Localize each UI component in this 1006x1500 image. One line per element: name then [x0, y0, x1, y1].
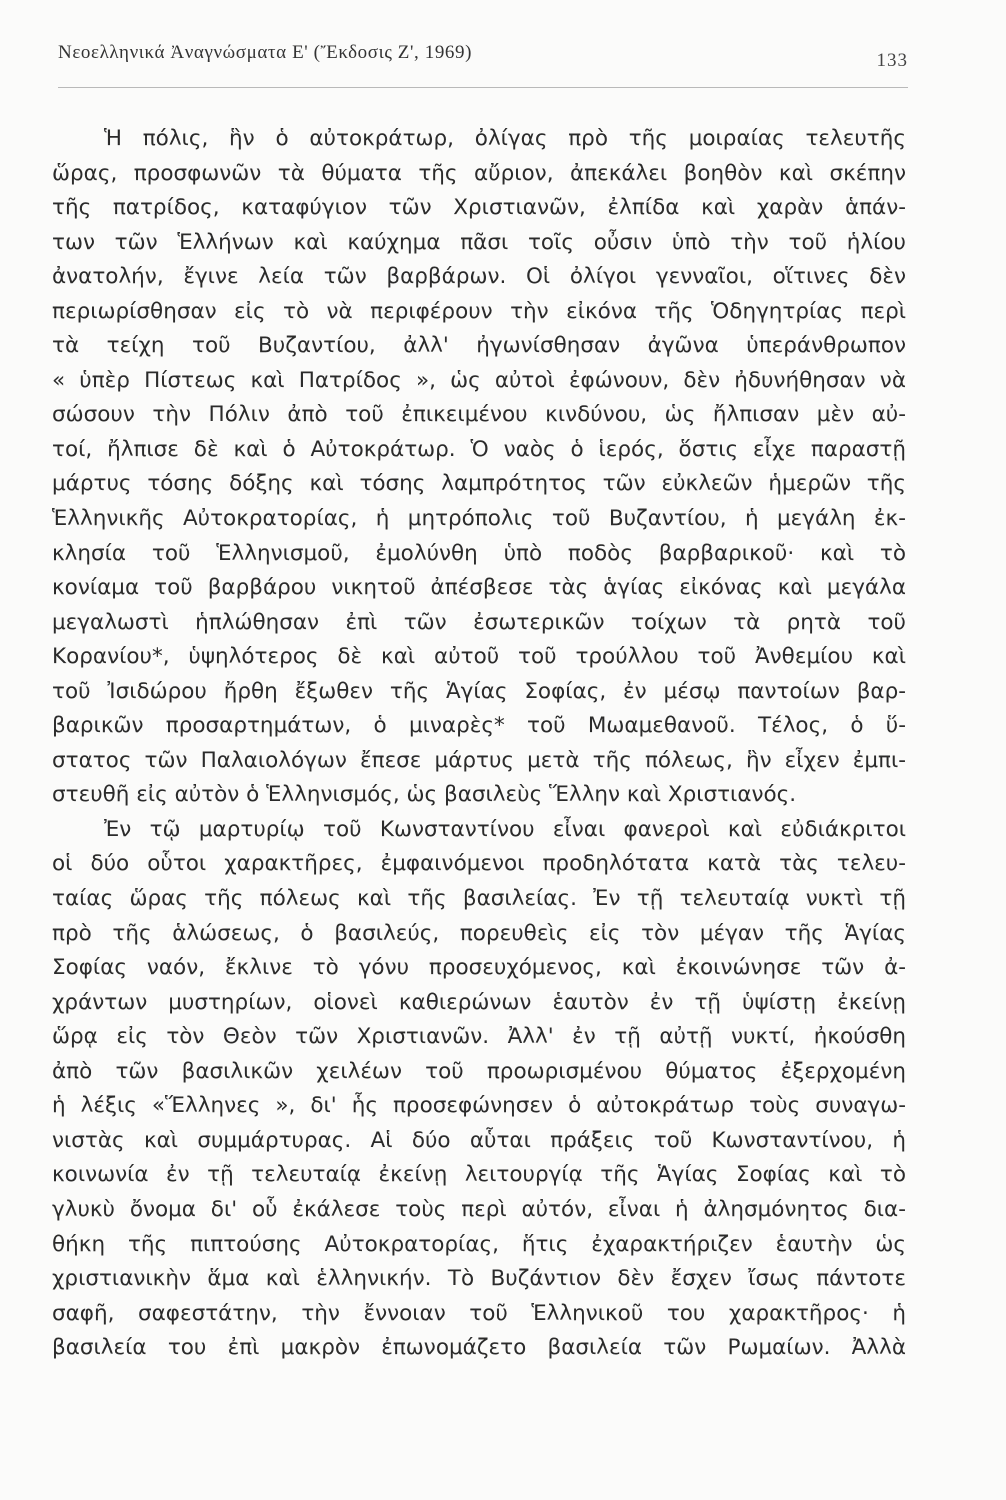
page-header	[58, 36, 908, 76]
text-line: θήκη τῆς πιπτούσης Αὐτοκρατορίας, ἥτις ἐχαρακτήριζεν ἑαυτὴν ὡς	[52, 1231, 906, 1257]
text-line: ὥρᾳ εἰς τὸν Θεὸν τῶν Χριστιανῶν. Ἀλλ' ἐν τῇ αὐτῇ νυκτί, ἠκούσθη	[52, 1024, 906, 1050]
text-line: κοινωνία ἐν τῇ τελευταίᾳ ἐκείνῃ λειτουργίᾳ τῆς Ἁγίας Σοφίας καὶ τὸ	[52, 1162, 906, 1188]
text-line: Ἑλληνικῆς Αὐτοκρατορίας, ἡ μητρόπολις τοῦ Βυζαντίου, ἡ μεγάλη ἐκ-	[52, 506, 906, 532]
text-line: βαρικῶν προσαρτημάτων, ὁ μιναρὲς* τοῦ Μωαμεθανοῦ. Τέλος, ὁ ὕ-	[52, 713, 906, 739]
text-line: Ἐν τῷ μαρτυρίῳ τοῦ Κωνσταντίνου εἶναι φανεροὶ καὶ εὐδιάκριτοι	[104, 816, 906, 842]
text-line: των τῶν Ἑλλήνων καὶ καύχημα πᾶσι τοῖς οὖσιν ὑπὸ τὴν τοῦ ἡλίου	[52, 229, 906, 255]
text-line: γλυκὺ ὄνομα δι' οὗ ἐκάλεσε τοὺς περὶ αὐτόν, εἶναι ἡ ἀλησμόνητος δια-	[52, 1196, 906, 1222]
text-line: Κορανίου*, ὑψηλότερος δὲ καὶ αὐτοῦ τοῦ τρούλλου τοῦ Ἀνθεμίου καὶ	[52, 644, 906, 670]
text-line: « ὑπὲρ Πίστεως καὶ Πατρίδος », ὡς αὐτοὶ ἐφώνουν, δὲν ἠδυνήθησαν νὰ	[52, 367, 906, 393]
text-line: σαφῆ, σαφεστάτην, τὴν ἔννοιαν τοῦ Ἑλληνικοῦ του χαρακτῆρος· ἡ	[52, 1300, 906, 1326]
text-line: ἀνατολήν, ἔγινε λεία τῶν βαρβάρων. Οἱ ὀλίγοι γενναῖοι, οἵτινες δὲν	[52, 264, 906, 290]
text-line: ταίας ὥρας τῆς πόλεως καὶ τῆς βασιλείας. Ἐν τῇ τελευταίᾳ νυκτὶ τῇ	[52, 886, 906, 912]
text-line: τοῦ Ἰσιδώρου ἤρθη ἔξωθεν τῆς Ἁγίας Σοφίας, ἐν μέσῳ παντοίων βαρ-	[52, 678, 906, 704]
text-line: στευθῆ εἰς αὐτὸν ὁ Ἑλληνισμός, ὡς βασιλεὺς Ἕλλην καὶ Χριστιανός.	[52, 782, 797, 808]
text-line: τῆς πατρίδος, καταφύγιον τῶν Χριστιανῶν, ἐλπίδα καὶ χαρὰν ἁπάν-	[52, 195, 906, 221]
page-number: 133	[876, 50, 908, 71]
text-line: ἀπὸ τῶν βασιλικῶν χειλέων τοῦ προωρισμένου θύματος ἐξερχομένη	[52, 1058, 906, 1084]
body-text	[52, 122, 906, 1366]
text-line: νιστὰς καὶ συμμάρτυρας. Αἱ δύο αὗται πράξεις τοῦ Κωνσταντίνου, ἡ	[52, 1127, 906, 1153]
running-head: Νεοελληνικά Ἀναγνώσματα Ε' (Ἔκδοσις Ζ', 1969)	[58, 42, 473, 63]
text-line: τοί, ἤλπισε δὲ καὶ ὁ Αὐτοκράτωρ. Ὁ ναὸς ὁ ἱερός, ὅστις εἶχε παραστῇ	[52, 436, 906, 462]
text-line: ὥρας, προσφωνῶν τὰ θύματα τῆς αὔριον, ἀπεκάλει βοηθὸν καὶ σκέπην	[52, 160, 906, 186]
text-line: χράντων μυστηρίων, οἱονεὶ καθιερώνων ἑαυτὸν ἐν τῇ ὑψίστῃ ἐκείνῃ	[52, 989, 906, 1015]
text-line: πρὸ τῆς ἁλώσεως, ὁ βασιλεύς, πορευθεὶς εἰς τὸν μέγαν τῆς Ἁγίας	[52, 920, 906, 946]
text-line: κλησία τοῦ Ἑλληνισμοῦ, ἐμολύνθη ὑπὸ ποδὸς βαρβαρικοῦ· καὶ τὸ	[52, 540, 906, 566]
text-line: χριστιανικὴν ἅμα καὶ ἑλληνικήν. Τὸ Βυζάντιον δὲν ἔσχεν ἴσως πάντοτε	[52, 1266, 906, 1292]
text-line: σώσουν τὴν Πόλιν ἀπὸ τοῦ ἐπικειμένου κινδύνου, ὡς ἤλπισαν μὲν αὐ-	[52, 402, 906, 428]
text-line: Ἡ πόλις, ἣν ὁ αὐτοκράτωρ, ὀλίγας πρὸ τῆς μοιραίας τελευτῆς	[104, 126, 906, 151]
text-line: περιωρίσθησαν εἰς τὸ νὰ περιφέρουν τὴν εἰκόνα τῆς Ὁδηγητρίας περὶ	[52, 298, 906, 324]
text-line: τὰ τείχη τοῦ Βυζαντίου, ἀλλ' ἠγωνίσθησαν ἀγῶνα ὑπεράνθρωπον	[52, 333, 906, 359]
text-line: βασιλεία του ἐπὶ μακρὸν ἐπωνομάζετο βασιλεία τῶν Ρωμαίων. Ἀλλὰ	[52, 1335, 906, 1361]
text-line: οἱ δύο οὗτοι χαρακτῆρες, ἐμφαινόμενοι προδηλότατα κατὰ τὰς τελευ-	[52, 851, 906, 877]
text-line: ἡ λέξις «Ἕλληνες », δι' ἧς προσεφώνησεν ὁ αὐτοκράτωρ τοὺς συναγω-	[52, 1093, 906, 1119]
text-line: στατος τῶν Παλαιολόγων ἔπεσε μάρτυς μετὰ τῆς πόλεως, ἣν εἶχεν ἐμπι-	[52, 747, 906, 773]
text-line: κονίαμα τοῦ βαρβάρου νικητοῦ ἀπέσβεσε τὰς ἁγίας εἰκόνας καὶ μεγάλα	[52, 575, 906, 601]
text-line: μεγαλωστὶ ἡπλώθησαν ἐπὶ τῶν ἐσωτερικῶν τοίχων τὰ ρητὰ τοῦ	[52, 609, 906, 635]
text-line: μάρτυς τόσης δόξης καὶ τόσης λαμπρότητος τῶν εὐκλεῶν ἡμερῶν τῆς	[52, 471, 906, 497]
header-rule	[58, 87, 908, 88]
text-line: Σοφίας ναόν, ἔκλινε τὸ γόνυ προσευχόμενος, καὶ ἐκοινώνησε τῶν ἀ-	[52, 955, 906, 981]
